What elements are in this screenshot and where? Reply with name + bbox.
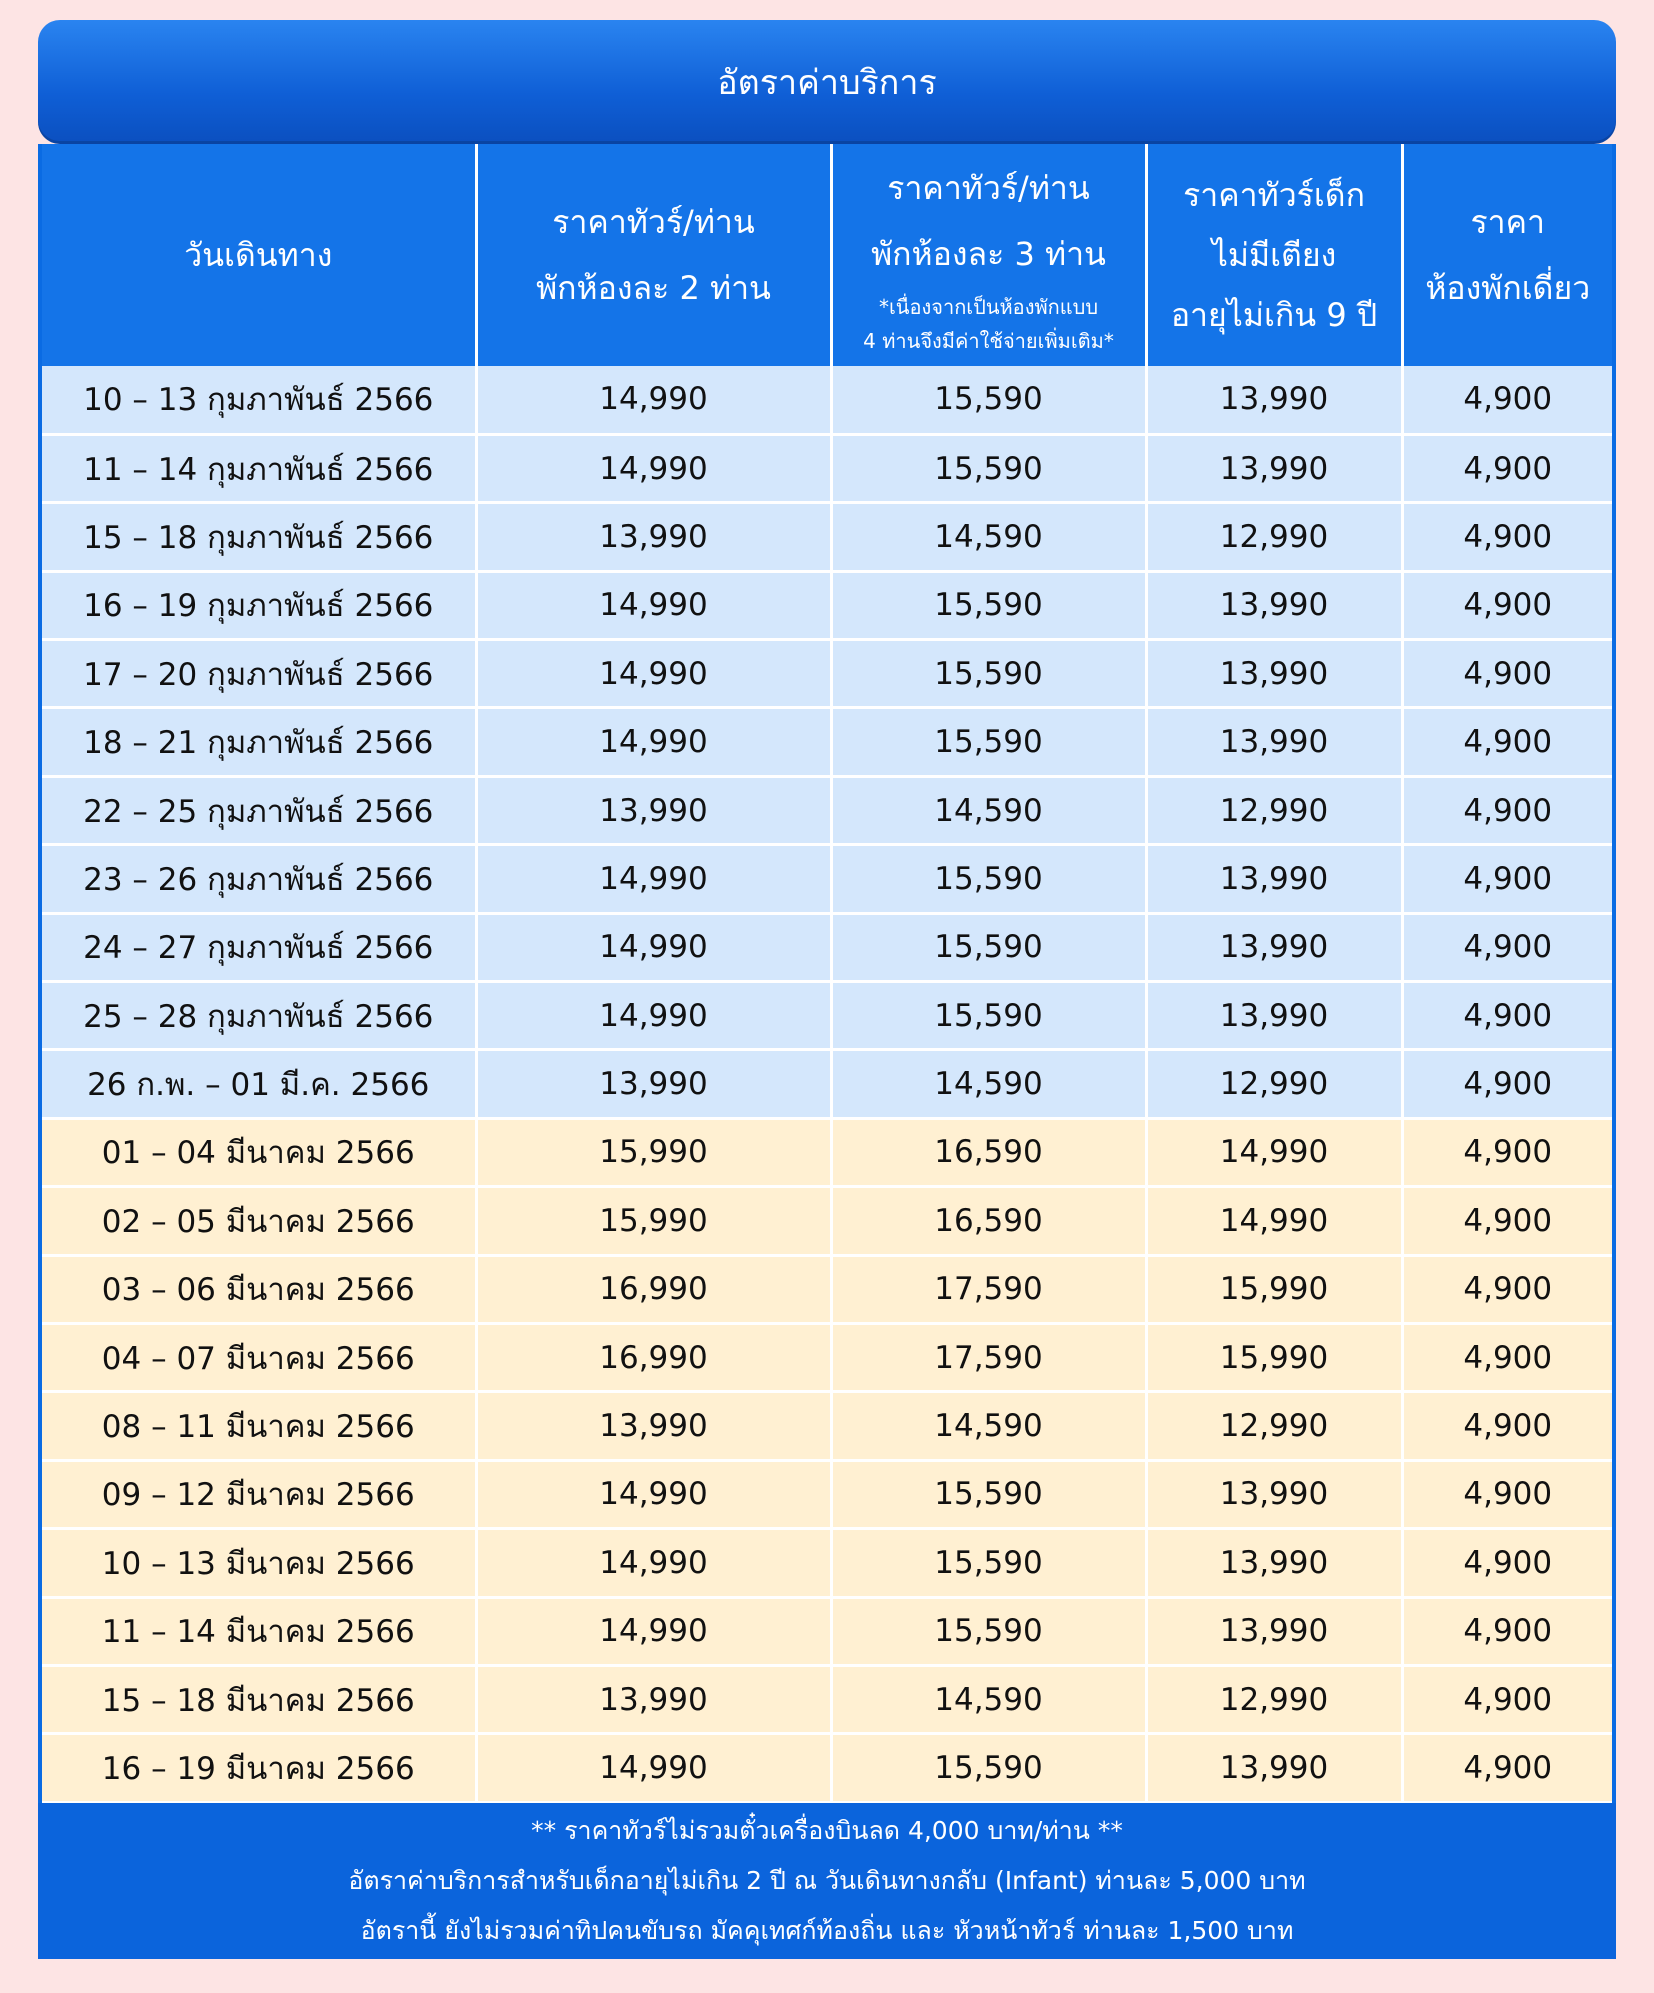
cell-twin: 13,990 — [476, 776, 831, 844]
cell-triple: 16,590 — [831, 1187, 1146, 1255]
table-row — [42, 708, 1612, 776]
table-row — [42, 366, 1612, 434]
table-row — [42, 1392, 1612, 1460]
cell-twin: 16,990 — [476, 1323, 831, 1391]
cell-twin: 13,990 — [476, 1665, 831, 1733]
cell-twin: 14,990 — [476, 1734, 831, 1802]
cell-twin: 15,990 — [476, 1118, 831, 1186]
cell-triple: 15,590 — [831, 913, 1146, 981]
cell-triple: 15,590 — [831, 1529, 1146, 1597]
cell-child: 14,990 — [1146, 1187, 1402, 1255]
triple-note-line-1: *เนื่องจากเป็นห้องพักแบบ — [878, 295, 1099, 319]
cell-single: 4,900 — [1402, 1665, 1612, 1733]
cell-single: 4,900 — [1402, 1529, 1612, 1597]
cell-single: 4,900 — [1402, 845, 1612, 913]
table-row — [42, 1597, 1612, 1665]
cell-child: 13,990 — [1146, 845, 1402, 913]
cell-twin: 14,990 — [476, 845, 831, 913]
cell-twin: 13,990 — [476, 503, 831, 571]
cell-single: 4,900 — [1402, 1118, 1612, 1186]
cell-triple: 14,590 — [831, 503, 1146, 571]
cell-single: 4,900 — [1402, 1255, 1612, 1323]
header-twin-price: ราคาทัวร์/ท่าน พักห้องละ 2 ท่าน — [476, 144, 831, 366]
table-row — [42, 776, 1612, 844]
cell-single: 4,900 — [1402, 708, 1612, 776]
cell-date: 15 – 18 กุมภาพันธ์ 2566 — [42, 503, 476, 571]
table-row — [42, 982, 1612, 1050]
cell-child: 13,990 — [1146, 1529, 1402, 1597]
cell-twin: 15,990 — [476, 1187, 831, 1255]
cell-single: 4,900 — [1402, 1187, 1612, 1255]
table-row — [42, 1460, 1612, 1528]
cell-single: 4,900 — [1402, 1323, 1612, 1391]
cell-twin: 14,990 — [476, 913, 831, 981]
table-row — [42, 434, 1612, 502]
cell-triple: 15,590 — [831, 640, 1146, 708]
cell-child: 15,990 — [1146, 1255, 1402, 1323]
footer-note-3: อัตรานี้ ยังไม่รวมค่าทิปคนขับรถ มัคคุเทศก์ท้องถิ่น และ หัวหน้าทัวร์ ท่านละ 1,500 บาท — [360, 1916, 1294, 1945]
table-row — [42, 503, 1612, 571]
cell-twin: 14,990 — [476, 640, 831, 708]
header-single-room: ราคา ห้องพักเดี่ยว — [1402, 144, 1612, 366]
cell-twin: 16,990 — [476, 1255, 831, 1323]
table-row — [42, 640, 1612, 708]
cell-triple: 14,590 — [831, 1050, 1146, 1118]
table-row — [42, 1187, 1612, 1255]
cell-triple: 15,590 — [831, 1460, 1146, 1528]
cell-triple: 14,590 — [831, 1665, 1146, 1733]
footer-note-2: อัตราค่าบริการสำหรับเด็กอายุไม่เกิน 2 ปี ณ วันเดินทางกลับ (Infant) ท่านละ 5,000 บาท — [348, 1866, 1306, 1895]
cell-twin: 14,990 — [476, 708, 831, 776]
table-row — [42, 571, 1612, 639]
cell-triple: 15,590 — [831, 1734, 1146, 1802]
table-row — [42, 1255, 1612, 1323]
price-table-container — [38, 144, 1616, 1804]
cell-child: 13,990 — [1146, 913, 1402, 981]
cell-date: 11 – 14 มีนาคม 2566 — [42, 1597, 476, 1665]
table-row — [42, 913, 1612, 981]
cell-child: 13,990 — [1146, 640, 1402, 708]
triple-note-line-2: 4 ท่านจึงมีค่าใช้จ่ายเพิ่มเติม* — [863, 329, 1114, 353]
cell-single: 4,900 — [1402, 366, 1612, 434]
cell-triple: 17,590 — [831, 1323, 1146, 1391]
cell-date: 17 – 20 กุมภาพันธ์ 2566 — [42, 640, 476, 708]
cell-child: 12,990 — [1146, 1392, 1402, 1460]
cell-twin: 14,990 — [476, 434, 831, 502]
cell-triple: 15,590 — [831, 982, 1146, 1050]
cell-child: 12,990 — [1146, 1665, 1402, 1733]
cell-twin: 14,990 — [476, 366, 831, 434]
cell-child: 13,990 — [1146, 366, 1402, 434]
cell-date: 23 – 26 กุมภาพันธ์ 2566 — [42, 845, 476, 913]
cell-date: 16 – 19 มีนาคม 2566 — [42, 1734, 476, 1802]
cell-twin: 14,990 — [476, 982, 831, 1050]
cell-date: 16 – 19 กุมภาพันธ์ 2566 — [42, 571, 476, 639]
cell-child: 13,990 — [1146, 1597, 1402, 1665]
cell-single: 4,900 — [1402, 776, 1612, 844]
cell-date: 18 – 21 กุมภาพันธ์ 2566 — [42, 708, 476, 776]
table-row — [42, 1665, 1612, 1733]
cell-single: 4,900 — [1402, 571, 1612, 639]
cell-twin: 13,990 — [476, 1392, 831, 1460]
cell-twin: 13,990 — [476, 1050, 831, 1118]
header-date: วันเดินทาง — [42, 144, 476, 366]
cell-child: 12,990 — [1146, 503, 1402, 571]
cell-child: 13,990 — [1146, 708, 1402, 776]
cell-child: 13,990 — [1146, 1734, 1402, 1802]
cell-triple: 15,590 — [831, 571, 1146, 639]
cell-child: 12,990 — [1146, 1050, 1402, 1118]
cell-triple: 14,590 — [831, 776, 1146, 844]
cell-single: 4,900 — [1402, 503, 1612, 571]
cell-child: 13,990 — [1146, 1460, 1402, 1528]
cell-date: 08 – 11 มีนาคม 2566 — [42, 1392, 476, 1460]
cell-date: 11 – 14 กุมภาพันธ์ 2566 — [42, 434, 476, 502]
cell-single: 4,900 — [1402, 640, 1612, 708]
cell-date: 22 – 25 กุมภาพันธ์ 2566 — [42, 776, 476, 844]
footer-note-1: ** ราคาทัวร์ไม่รวมตั๋วเครื่องบินลด 4,000 บาท/ท่าน ** — [531, 1816, 1123, 1845]
table-body — [42, 366, 1612, 1802]
cell-date: 10 – 13 มีนาคม 2566 — [42, 1529, 476, 1597]
table-row — [42, 1734, 1612, 1802]
footer-notes — [38, 1803, 1616, 1959]
cell-single: 4,900 — [1402, 913, 1612, 981]
cell-triple: 15,590 — [831, 366, 1146, 434]
cell-date: 10 – 13 กุมภาพันธ์ 2566 — [42, 366, 476, 434]
cell-triple: 15,590 — [831, 708, 1146, 776]
cell-date: 25 – 28 กุมภาพันธ์ 2566 — [42, 982, 476, 1050]
header-child-price: ราคาทัวร์เด็ก ไม่มีเตียง อายุไม่เกิน 9 ปี — [1146, 144, 1402, 366]
cell-date: 02 – 05 มีนาคม 2566 — [42, 1187, 476, 1255]
cell-date: 04 – 07 มีนาคม 2566 — [42, 1323, 476, 1391]
cell-triple: 15,590 — [831, 434, 1146, 502]
cell-triple: 16,590 — [831, 1118, 1146, 1186]
cell-triple: 17,590 — [831, 1255, 1146, 1323]
cell-child: 15,990 — [1146, 1323, 1402, 1391]
cell-single: 4,900 — [1402, 1734, 1612, 1802]
cell-single: 4,900 — [1402, 1392, 1612, 1460]
cell-triple: 15,590 — [831, 1597, 1146, 1665]
cell-child: 14,990 — [1146, 1118, 1402, 1186]
cell-date: 01 – 04 มีนาคม 2566 — [42, 1118, 476, 1186]
table-row — [42, 1529, 1612, 1597]
cell-single: 4,900 — [1402, 1050, 1612, 1118]
page-title: อัตราค่าบริการ — [38, 20, 1616, 144]
cell-twin: 14,990 — [476, 571, 831, 639]
cell-child: 13,990 — [1146, 571, 1402, 639]
cell-date: 03 – 06 มีนาคม 2566 — [42, 1255, 476, 1323]
cell-single: 4,900 — [1402, 1597, 1612, 1665]
cell-single: 4,900 — [1402, 1460, 1612, 1528]
cell-twin: 14,990 — [476, 1529, 831, 1597]
cell-twin: 14,990 — [476, 1460, 831, 1528]
cell-child: 13,990 — [1146, 434, 1402, 502]
cell-date: 26 ก.พ. – 01 มี.ค. 2566 — [42, 1050, 476, 1118]
cell-triple: 14,590 — [831, 1392, 1146, 1460]
cell-single: 4,900 — [1402, 434, 1612, 502]
header-triple-price: ราคาทัวร์/ท่าน พักห้องละ 3 ท่าน *เนื่องจากเป็นห้องพักแบบ 4 ท่านจึงมีค่าใช้จ่ายเพิ่มเติม* — [831, 144, 1146, 366]
cell-child: 12,990 — [1146, 776, 1402, 844]
price-table — [42, 144, 1612, 1804]
cell-twin: 14,990 — [476, 1597, 831, 1665]
cell-date: 24 – 27 กุมภาพันธ์ 2566 — [42, 913, 476, 981]
cell-date: 09 – 12 มีนาคม 2566 — [42, 1460, 476, 1528]
cell-single: 4,900 — [1402, 982, 1612, 1050]
table-row — [42, 845, 1612, 913]
table-row — [42, 1323, 1612, 1391]
cell-child: 13,990 — [1146, 982, 1402, 1050]
table-row — [42, 1050, 1612, 1118]
cell-triple: 15,590 — [831, 845, 1146, 913]
table-row — [42, 1118, 1612, 1186]
cell-date: 15 – 18 มีนาคม 2566 — [42, 1665, 476, 1733]
table-header-row — [42, 144, 1612, 366]
